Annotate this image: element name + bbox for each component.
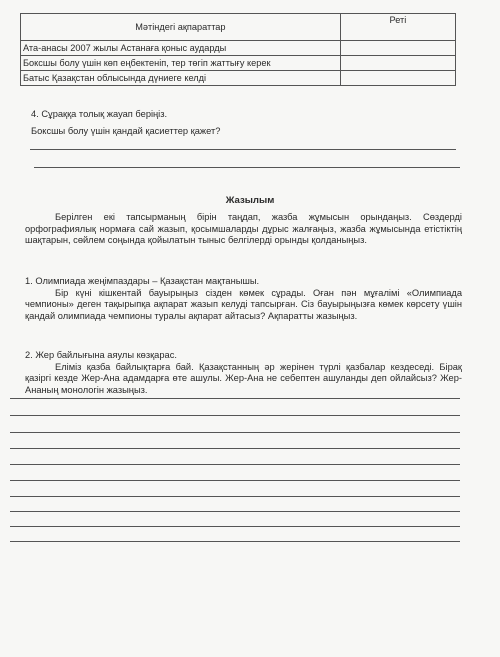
instruction-text: Берілген екі тапсырманың бірін таңдап, жазба жұмысын орындаңыз. Сөздерді орфографиялық нормаға сай жазып, қосымшаларды дұрыс жалғаңыз, жазба жұмысында етістіктің шақтарын, сөйлем соңында қойылатын тыныс белгілерді орынды қолданыңыз.: [25, 212, 462, 246]
task-2: [25, 350, 462, 396]
writing-line[interactable]: [10, 432, 460, 433]
writing-line[interactable]: [10, 511, 460, 512]
writing-instruction: [25, 212, 462, 247]
table-cell-order[interactable]: [340, 56, 455, 71]
task-1-text: Бір күні кішкентай бауырыңыз сізден көмек сұрады. Оған пән мұғалімі «Олимпиада чемпионы» деген тақырыпқа ақпарат жазып келуді тапсырған. Сіз бауырыңызға көмек көрсету үшін қандай олимпиада чемпионы туралы ақпарат айтасыз? Ақпаратты жазыңыз.: [25, 287, 462, 321]
table-header-info: Мәтіндегі ақпараттар: [21, 14, 341, 41]
task-2-title: 2. Жер байлығына аяулы көзқарас.: [25, 350, 177, 360]
writing-line[interactable]: [10, 415, 460, 416]
table-cell-info: Боксшы болу үшін көп еңбектеніп, тер төгіп жаттығу керек: [21, 56, 341, 71]
task-1: [25, 276, 462, 322]
table-row: [21, 56, 456, 71]
answer-line[interactable]: [34, 167, 460, 168]
question-4-text: Боксшы болу үшін қандай қасиеттер қажет?: [31, 126, 221, 136]
question-4: [31, 108, 220, 142]
writing-line[interactable]: [10, 541, 460, 542]
writing-line[interactable]: [10, 480, 460, 481]
table-cell-order[interactable]: [340, 41, 455, 56]
writing-line[interactable]: [10, 448, 460, 449]
writing-line[interactable]: [10, 464, 460, 465]
writing-heading: Жазылым: [225, 195, 275, 206]
writing-line[interactable]: [10, 398, 460, 399]
question-4-title: 4. Сұраққа толық жауап беріңіз.: [31, 109, 168, 119]
table-header-row: [21, 14, 456, 41]
task-2-text: Еліміз қазба байлықтарға бай. Қазақстанның әр жерінен түрлі қазбалар кездеседі. Бірақ қазіргі кезде Жер-Ана адамдарға өте ашулы. Жер-Ана не себептен ашуланды деп ойлайсыз? Жер-Ананың монологін жазыңыз.: [25, 361, 462, 395]
table-cell-info: Батыс Қазақстан облысында дүниеге келді: [21, 71, 341, 86]
writing-line[interactable]: [10, 526, 460, 527]
writing-line[interactable]: [10, 496, 460, 497]
table-row: [21, 71, 456, 86]
table-header-order: Реті: [340, 14, 455, 41]
info-order-table: [20, 13, 456, 86]
answer-line[interactable]: [30, 149, 456, 150]
table-cell-info: Ата-анасы 2007 жылы Астанаға қоныс аударды: [21, 41, 341, 56]
table-cell-order[interactable]: [340, 71, 455, 86]
table-row: [21, 41, 456, 56]
task-1-title: 1. Олимпиада жеңімпаздары – Қазақстан мақтанышы.: [25, 276, 260, 286]
